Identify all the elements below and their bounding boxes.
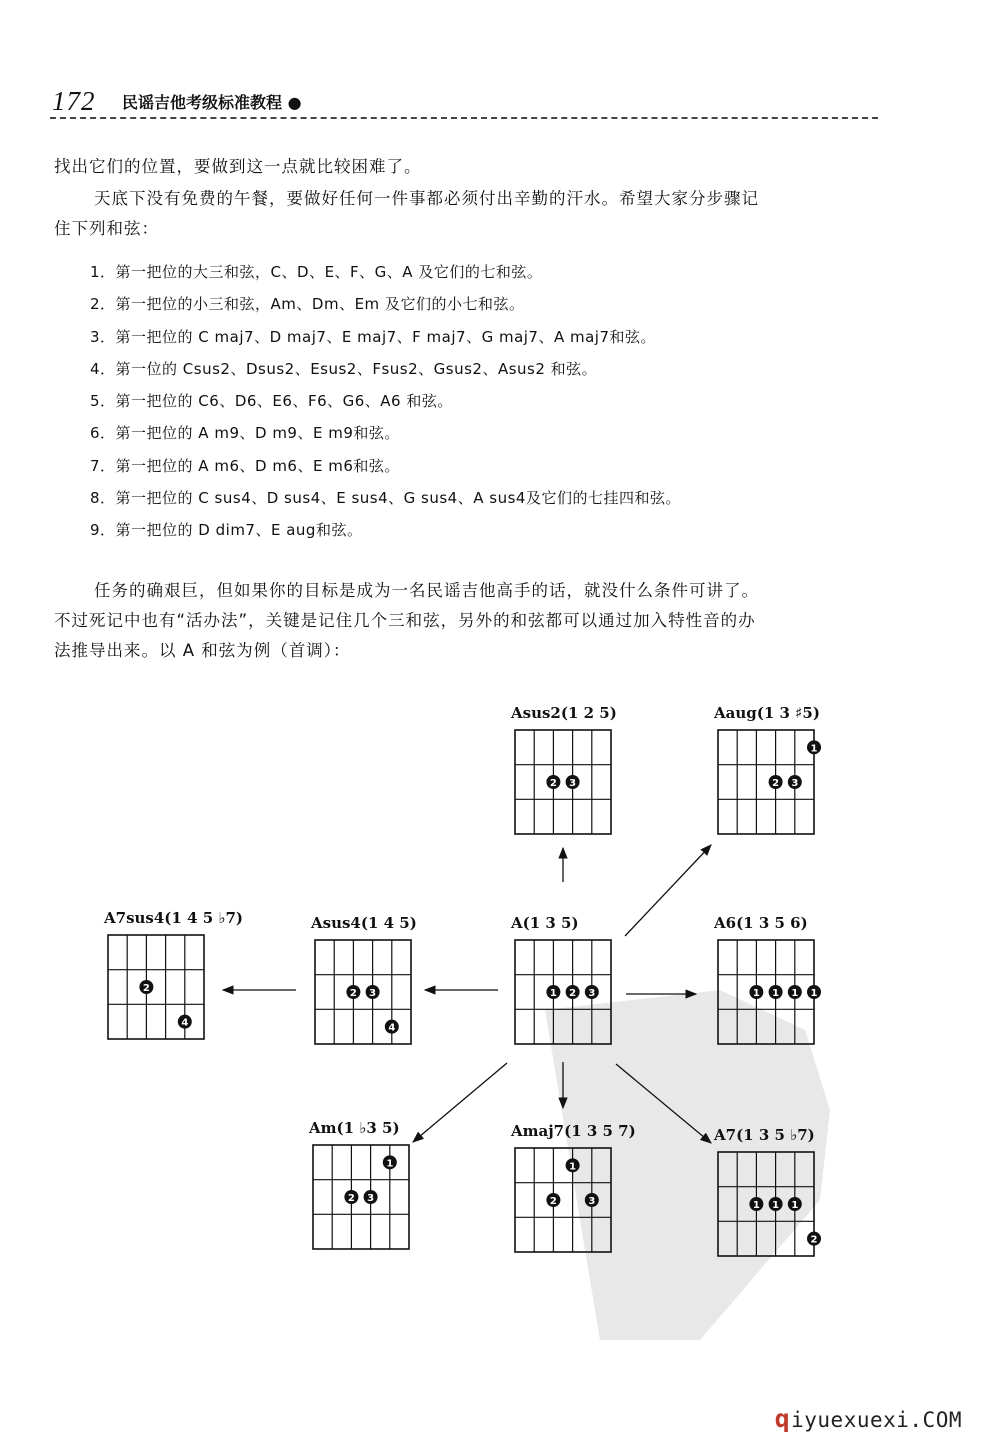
chord-a7sus4: [103, 909, 243, 1039]
finger-number: 2: [549, 778, 557, 789]
chord-aaug: [713, 704, 821, 834]
finger-number: 2: [569, 988, 577, 999]
chord-label: A6(1 3 5 6): [714, 914, 808, 932]
page-number: 172: [52, 86, 96, 116]
chord-label: Am(1 ♭3 5): [309, 1119, 400, 1137]
paragraph-2-cont: 住下列和弦：: [54, 219, 159, 238]
list-item: 3．第一把位的 C maj7、D maj7、E maj7、F maj7、G maj7、A maj7和弦。: [90, 327, 657, 346]
book-title: 民谣吉他考级标准教程 ●: [122, 93, 302, 112]
finger-dot: [385, 1020, 399, 1034]
finger-dot: [546, 985, 560, 999]
finger-number: 1: [569, 1161, 577, 1173]
finger-number: 2: [142, 983, 150, 994]
finger-dot: [178, 1015, 192, 1029]
finger-number: 3: [367, 1193, 375, 1204]
finger-dot: [566, 1158, 580, 1172]
finger-number: 2: [810, 1234, 818, 1246]
header-rule: [50, 117, 878, 119]
finger-number: 4: [388, 1022, 396, 1034]
finger-number: 3: [569, 778, 577, 789]
finger-number: 1: [549, 988, 557, 999]
paragraph-1: 找出它们的位置，要做到这一点就比较困难了。: [54, 157, 422, 176]
finger-number: 1: [386, 1158, 394, 1170]
finger-dot: [788, 1197, 802, 1211]
finger-dot: [566, 985, 580, 999]
chord-label: A(1 3 5): [511, 914, 579, 932]
site-watermark: [775, 1404, 962, 1433]
list-item: 4．第一位的 Csus2、Dsus2、Esus2、Fsus2、Gsus2、Asus2 和弦。: [90, 359, 598, 378]
stamp-watermark: [545, 990, 830, 1340]
chord-derivation-diagram: [0, 690, 982, 1340]
list-item: 9．第一把位的 D dim7、E aug和弦。: [90, 521, 363, 540]
finger-number: 1: [810, 988, 818, 999]
finger-dot: [546, 775, 560, 789]
finger-number: 1: [772, 1200, 780, 1211]
finger-dot: [788, 985, 802, 999]
finger-number: 3: [791, 778, 799, 789]
finger-number: 2: [347, 1193, 355, 1204]
chord-label: Asus2(1 2 5): [511, 704, 617, 722]
finger-dot: [749, 1197, 763, 1211]
closing-paragraph-3: 法推导出来。以 A 和弦为例（首调）：: [54, 641, 351, 660]
chord-asus4: [310, 914, 417, 1044]
finger-number: 1: [791, 1200, 799, 1211]
finger-dot: [749, 985, 763, 999]
arrow: [413, 1063, 507, 1142]
closing-paragraph-2: 不过死记中也有“活办法”，关键是记住几个三和弦，另外的和弦都可以通过加入特性音的办: [54, 611, 756, 630]
finger-dot: [807, 1232, 821, 1246]
chord-label: Amaj7(1 3 5 7): [511, 1122, 636, 1140]
finger-number: 3: [588, 1196, 596, 1207]
list-item: 8．第一把位的 C sus4、D sus4、E sus4、G sus4、A sus4及它们的七挂四和弦。: [90, 489, 681, 508]
chord-list: [90, 258, 681, 549]
finger-dot: [807, 985, 821, 999]
site-watermark-q: q: [774, 1404, 791, 1433]
list-item: 2．第一把位的小三和弦，Am、Dm、Em 及它们的小七和弦。: [90, 295, 525, 314]
finger-dot: [139, 980, 153, 994]
finger-dot: [364, 1190, 378, 1204]
finger-dot: [383, 1155, 397, 1169]
site-watermark-text: iyuexuexi.COM: [791, 1408, 962, 1432]
finger-number: 2: [549, 1196, 557, 1207]
list-item: 6．第一把位的 A m9、D m9、E m9和弦。: [90, 424, 400, 443]
finger-dot: [566, 775, 580, 789]
finger-dot: [769, 985, 783, 999]
closing-paragraph-1: 任务的确艰巨，但如果你的目标是成为一名民谣吉他高手的话，就没什么条件可讲了。: [94, 581, 759, 600]
chord-label: A7(1 3 5 ♭7): [714, 1126, 815, 1144]
finger-dot: [788, 775, 802, 789]
paragraph-2: 天底下没有免费的午餐，要做好任何一件事都必须付出辛勤的汗水。希望大家分步骤记: [94, 189, 759, 208]
finger-dot: [769, 775, 783, 789]
finger-number: 4: [181, 1017, 189, 1029]
finger-dot: [546, 1193, 560, 1207]
chord-label: Aaug(1 3 ♯5): [714, 704, 820, 722]
finger-number: 1: [791, 988, 799, 999]
list-item: 7．第一把位的 A m6、D m6、E m6和弦。: [90, 456, 400, 475]
finger-dot: [807, 740, 821, 754]
finger-number: 3: [369, 988, 377, 999]
finger-dot: [585, 985, 599, 999]
finger-number: 1: [752, 988, 760, 999]
chord-label: Asus4(1 4 5): [311, 914, 417, 932]
finger-number: 1: [772, 988, 780, 999]
finger-number: 2: [349, 988, 357, 999]
arrow: [625, 845, 711, 936]
finger-number: 2: [772, 778, 780, 789]
list-item: 5．第一把位的 C6、D6、E6、F6、G6、A6 和弦。: [90, 392, 453, 411]
chord-label: A7sus4(1 4 5 ♭7): [104, 909, 243, 927]
list-item: 1．第一把位的大三和弦，C、D、E、F、G、A 及它们的七和弦。: [90, 263, 543, 281]
finger-number: 1: [752, 1200, 760, 1211]
finger-dot: [346, 985, 360, 999]
finger-dot: [366, 985, 380, 999]
finger-dot: [769, 1197, 783, 1211]
finger-number: 1: [810, 743, 818, 755]
chord-am: [308, 1119, 409, 1249]
finger-number: 3: [588, 988, 596, 999]
chord-asus2: [510, 704, 617, 834]
fretboard-frame: [515, 730, 611, 834]
finger-dot: [344, 1190, 358, 1204]
finger-dot: [585, 1193, 599, 1207]
